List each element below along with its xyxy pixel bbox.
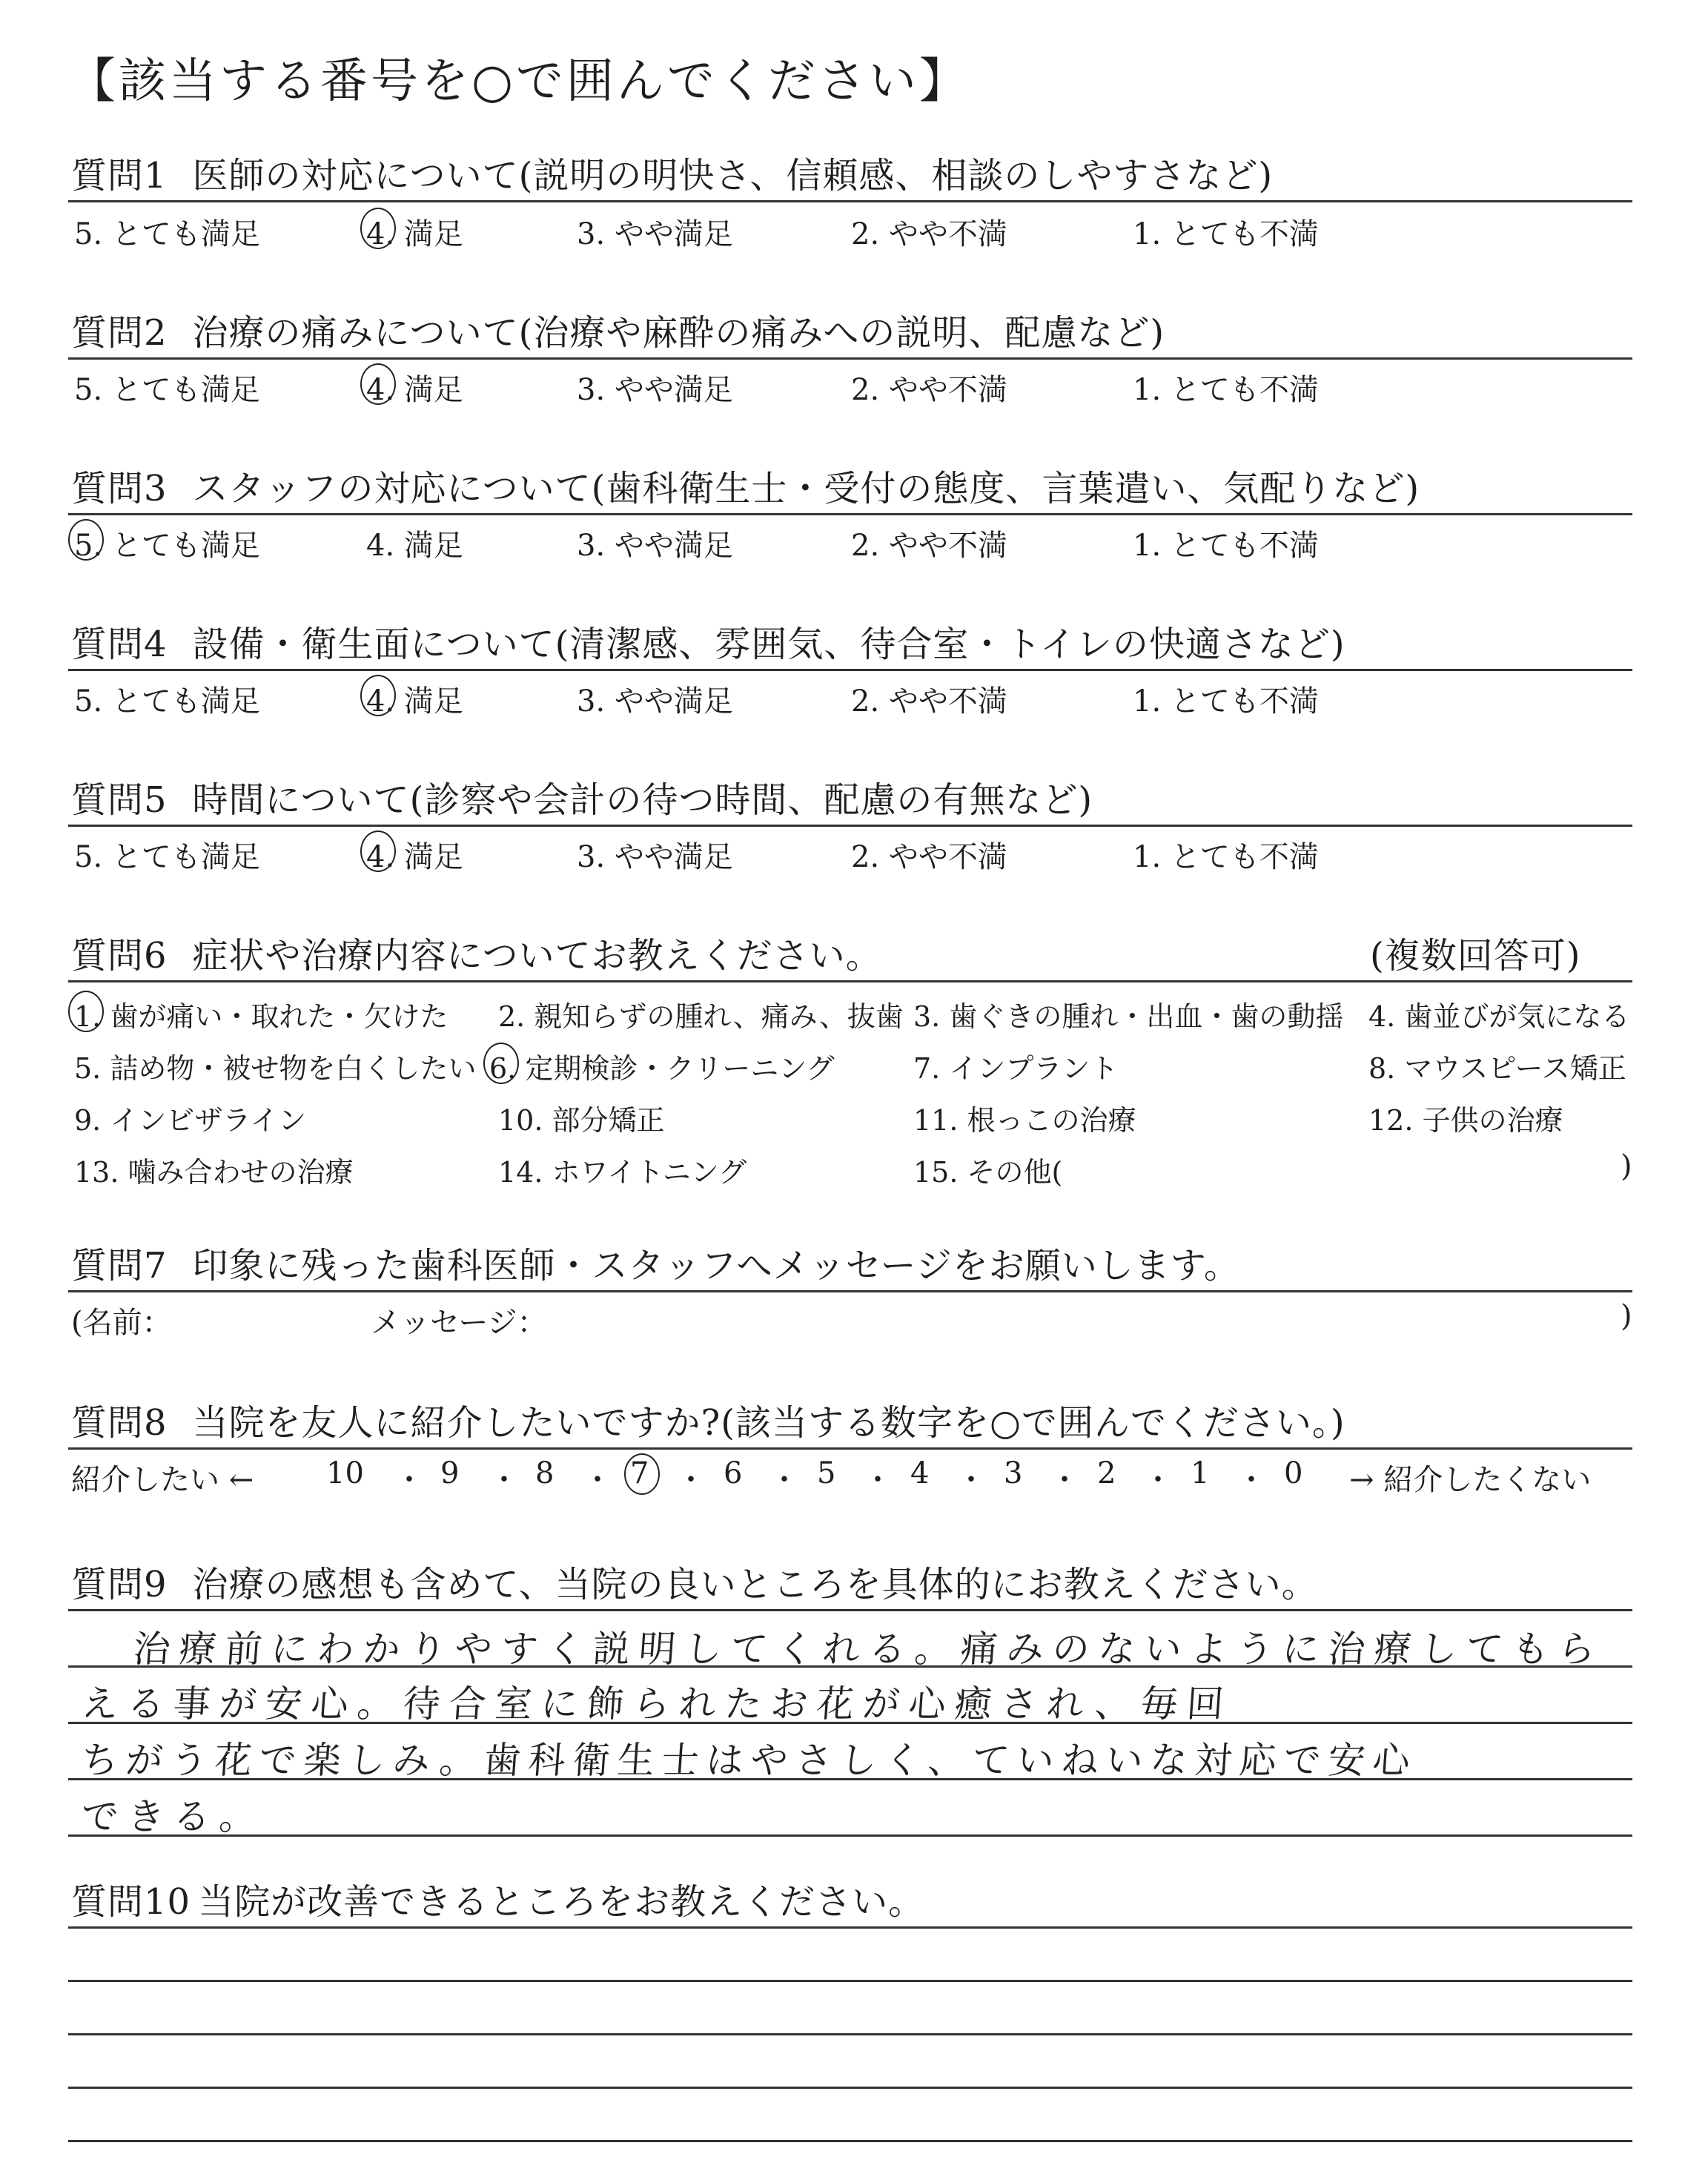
q6-option-5[interactable]: 5. 詰め物・被せ物を白くしたい	[74, 1052, 477, 1085]
recommend-left-label: 紹介したい ←	[71, 1463, 254, 1497]
divider	[68, 1447, 1632, 1450]
selection-circle: 4. 満足	[366, 211, 463, 253]
scale-dot: ・	[1237, 1463, 1266, 1497]
divider	[68, 825, 1632, 827]
scale-dot: ・	[1143, 1463, 1173, 1497]
q6-option-13[interactable]: 13. 噛み合わせの治療	[74, 1156, 354, 1189]
answer-line	[68, 1980, 1632, 1982]
handwritten-answer-line-1[interactable]: 治療前にわかりやすく説明してくれる。痛みのないように治療してもら	[131, 1628, 1606, 1671]
divider	[68, 200, 1632, 202]
option-5[interactable]: 5. とても満足	[74, 684, 260, 719]
scale-10[interactable]: 10	[326, 1456, 364, 1490]
recommend-right-label: → 紹介したくない	[1349, 1463, 1592, 1497]
option-1[interactable]: 1. とても不満	[1133, 529, 1319, 563]
scale-dot: ・	[676, 1463, 706, 1497]
question-text: 医師の対応について(説明の明快さ、信頼感、相談のしやすさなど)	[192, 155, 1274, 196]
scale-0[interactable]: 0	[1284, 1456, 1303, 1490]
page-title: 【該当する番号を○で囲んでください】	[68, 54, 970, 109]
q6-option-8[interactable]: 8. マウスピース矯正	[1368, 1052, 1626, 1085]
scale-dot: ・	[769, 1463, 799, 1497]
question-number: 質問8	[71, 1402, 168, 1444]
question-text: 設備・衛生面について(清潔感、雰囲気、待合室・トイレの快適さなど)	[192, 624, 1345, 665]
question-number: 質問10	[71, 1881, 191, 1923]
scale-8[interactable]: 8	[535, 1456, 555, 1490]
close-paren: )	[1621, 1299, 1632, 1333]
option-1[interactable]: 1. とても不満	[1133, 840, 1319, 874]
divider	[68, 669, 1632, 671]
question-number: 質問5	[71, 779, 168, 821]
question-text: 当院が改善できるところをお教えください。	[198, 1881, 925, 1923]
close-paren: )	[1621, 1149, 1632, 1183]
question-number: 質問4	[71, 624, 168, 665]
question-number: 質問7	[71, 1245, 168, 1287]
handwritten-answer-line-4[interactable]: できる。	[79, 1795, 267, 1838]
q6-option-10[interactable]: 10. 部分矯正	[498, 1104, 665, 1137]
answer-line	[68, 2087, 1632, 2089]
option-1[interactable]: 1. とても不満	[1133, 373, 1319, 407]
q6-option-4[interactable]: 4. 歯並びが気になる	[1368, 1000, 1630, 1033]
option-1[interactable]: 1. とても不満	[1133, 217, 1319, 251]
question-number: 質問6	[71, 935, 168, 977]
option-1[interactable]: 1. とても不満	[1133, 684, 1319, 719]
option-5-selected[interactable]	[74, 522, 260, 564]
q6-option-11[interactable]: 11. 根っこの治療	[913, 1104, 1136, 1137]
q6-option-2[interactable]: 2. 親知らずの腫れ、痛み、抜歯	[498, 1000, 904, 1033]
question-number: 質問2	[71, 312, 168, 354]
option-2[interactable]: 2. やや不満	[851, 529, 1007, 563]
scale-1[interactable]: 1	[1191, 1456, 1210, 1490]
q6-option-9[interactable]: 9. インビザライン	[74, 1104, 307, 1137]
divider	[68, 1290, 1632, 1292]
selection-circle: 4. 満足	[366, 833, 463, 876]
scale-dot: ・	[394, 1463, 424, 1497]
option-5[interactable]: 5. とても満足	[74, 217, 260, 251]
option-4-selected[interactable]	[366, 833, 463, 876]
option-4-selected[interactable]	[366, 366, 463, 409]
scale-7-selected[interactable]	[630, 1456, 649, 1490]
selection-circle: 4. 満足	[366, 678, 463, 720]
scale-2[interactable]: 2	[1097, 1456, 1116, 1490]
question-text: 治療の痛みについて(治療や麻酔の痛みへの説明、配慮など)	[192, 312, 1165, 354]
selection-circle: 1. 歯が痛い・取れた・欠けた	[74, 994, 448, 1034]
question-text: 印象に残った歯科医師・スタッフへメッセージをお願いします。	[192, 1245, 1240, 1287]
question-number: 質問3	[71, 468, 168, 509]
handwritten-answer-line-3[interactable]: ちがう花で楽しみ。歯科衛生士はやさしく、ていねいな対応で安心	[79, 1739, 1419, 1782]
message-field-label[interactable]: メッセージ：	[371, 1306, 547, 1340]
selection-circle: 5. とても満足	[74, 522, 260, 564]
option-2[interactable]: 2. やや不満	[851, 373, 1007, 407]
selection-circle: 7	[630, 1456, 649, 1490]
option-3[interactable]: 3. やや満足	[577, 684, 733, 719]
scale-dot: ・	[956, 1463, 986, 1497]
option-5[interactable]: 5. とても満足	[74, 373, 260, 407]
scale-dot: ・	[489, 1463, 519, 1497]
option-4-selected[interactable]	[366, 678, 463, 720]
option-3[interactable]: 3. やや満足	[577, 217, 733, 251]
answer-line	[68, 1834, 1632, 1837]
q6-option-6-selected[interactable]	[489, 1046, 835, 1086]
question-text: 時間について(診察や会計の待つ時間、配慮の有無など)	[192, 779, 1093, 821]
option-3[interactable]: 3. やや満足	[577, 529, 733, 563]
divider	[68, 513, 1632, 515]
scale-6[interactable]: 6	[724, 1456, 743, 1490]
question-text: 症状や治療内容についてお教えください。	[192, 935, 882, 977]
q6-option-1-selected[interactable]	[74, 994, 448, 1034]
option-4-selected[interactable]	[366, 211, 463, 253]
answer-line	[68, 2140, 1632, 2142]
name-field-label[interactable]: (名前：	[71, 1306, 172, 1340]
scale-4[interactable]: 4	[910, 1456, 930, 1490]
option-3[interactable]: 3. やや満足	[577, 840, 733, 874]
answer-line	[68, 1926, 1632, 1929]
option-2[interactable]: 2. やや不満	[851, 684, 1007, 719]
option-5[interactable]: 5. とても満足	[74, 840, 260, 874]
scale-dot: ・	[1050, 1463, 1079, 1497]
option-2[interactable]: 2. やや不満	[851, 840, 1007, 874]
selection-circle: 4. 満足	[366, 366, 463, 409]
divider	[68, 980, 1632, 982]
q6-option-7[interactable]: 7. インプラント	[913, 1052, 1119, 1085]
option-2[interactable]: 2. やや不満	[851, 217, 1007, 251]
selection-circle: 6. 定期検診・クリーニング	[489, 1046, 835, 1086]
scale-dot: ・	[583, 1463, 612, 1497]
option-4[interactable]: 4. 満足	[366, 529, 463, 563]
answer-line	[68, 1609, 1632, 1611]
scale-9[interactable]: 9	[440, 1456, 460, 1490]
handwritten-answer-line-2[interactable]: える事が安心。待合室に飾られたお花が心癒され、毎回	[79, 1682, 1234, 1725]
scale-5[interactable]: 5	[817, 1456, 836, 1490]
q6-option-15[interactable]: 15. その他(	[913, 1156, 1063, 1189]
question-text: 当院を友人に紹介したいですか?(該当する数字を○で囲んでください。)	[192, 1402, 1345, 1444]
answer-line	[68, 2033, 1632, 2035]
q6-option-3[interactable]: 3. 歯ぐきの腫れ・出血・歯の動揺	[913, 1000, 1344, 1033]
divider	[68, 357, 1632, 360]
q6-option-12[interactable]: 12. 子供の治療	[1368, 1104, 1563, 1137]
scale-3[interactable]: 3	[1004, 1456, 1023, 1490]
question-number: 質問1	[71, 155, 168, 196]
question-number: 質問9	[71, 1564, 168, 1605]
option-3[interactable]: 3. やや満足	[577, 373, 733, 407]
multiple-answers-note: (複数回答可)	[1370, 935, 1581, 977]
question-text: 治療の感想も含めて、当院の良いところを具体的にお教えください。	[192, 1564, 1318, 1605]
scale-dot: ・	[863, 1463, 893, 1497]
question-text: スタッフの対応について(歯科衛生士・受付の態度、言葉遣い、気配りなど)	[192, 468, 1420, 509]
q6-option-14[interactable]: 14. ホワイトニング	[498, 1156, 747, 1189]
